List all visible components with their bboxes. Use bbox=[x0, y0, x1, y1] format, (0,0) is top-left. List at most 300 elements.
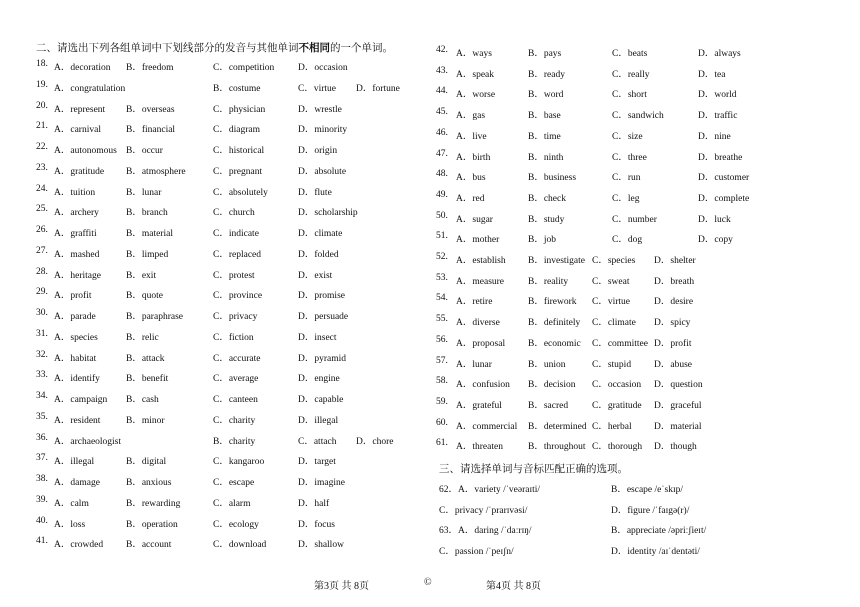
question-number: 20. bbox=[36, 100, 48, 111]
option-word: benefit bbox=[141, 374, 169, 385]
option-letter: B． bbox=[528, 297, 544, 308]
option-c bbox=[592, 356, 631, 370]
option-word: autonomous bbox=[70, 146, 117, 156]
option-letter: C． bbox=[213, 395, 229, 405]
option-letter: B． bbox=[528, 400, 544, 411]
option-c bbox=[213, 246, 261, 260]
option-word: folded bbox=[314, 249, 339, 260]
option-d bbox=[298, 350, 346, 364]
option-letter: C． bbox=[213, 187, 229, 198]
option-a bbox=[54, 225, 97, 239]
option-letter: A． bbox=[54, 519, 71, 530]
option-word: sacred bbox=[543, 400, 569, 411]
option-word: diagram bbox=[228, 125, 260, 136]
question-number: 57. bbox=[436, 355, 448, 366]
question-number: 39. bbox=[36, 494, 48, 505]
option-letter: B． bbox=[528, 69, 544, 80]
option-word: economic bbox=[543, 338, 581, 349]
option-c bbox=[213, 329, 254, 343]
option-b bbox=[528, 149, 563, 163]
option-word: anxious bbox=[141, 478, 172, 488]
option-letter: C． bbox=[213, 146, 229, 156]
option-word: red bbox=[472, 193, 485, 204]
option-b bbox=[126, 412, 165, 426]
option-d bbox=[356, 433, 393, 447]
option-word: occur bbox=[141, 146, 163, 156]
option-letter: B． bbox=[528, 152, 544, 163]
option-word: short bbox=[627, 90, 647, 101]
question-number: 47. bbox=[436, 148, 448, 159]
option-word: though bbox=[670, 442, 697, 453]
option-letter: B． bbox=[126, 125, 142, 136]
option-letter: A． bbox=[54, 415, 71, 426]
option-c bbox=[298, 80, 336, 94]
option-b bbox=[126, 184, 161, 198]
option-letter: D． bbox=[356, 83, 373, 94]
option-letter: C． bbox=[213, 166, 229, 177]
option-word: charity bbox=[228, 436, 256, 447]
option-word: measure bbox=[472, 276, 505, 287]
option-word: damage bbox=[70, 478, 100, 488]
option-c bbox=[213, 474, 254, 488]
option-letter: A． bbox=[456, 256, 473, 266]
question-number: 48. bbox=[436, 169, 448, 180]
option-letter: B． bbox=[126, 457, 142, 468]
option-word: throughout bbox=[543, 442, 586, 453]
option-b bbox=[126, 163, 186, 177]
question-number: 51. bbox=[436, 231, 448, 242]
option-letter: B． bbox=[528, 276, 544, 287]
option-word: threaten bbox=[472, 442, 503, 453]
option-letter: B． bbox=[126, 63, 142, 73]
option-letter: B． bbox=[126, 332, 142, 343]
option-d bbox=[298, 184, 332, 198]
match-option-left: C．passion /ˈpeɪʃn/ bbox=[439, 547, 514, 558]
option-a bbox=[456, 66, 494, 80]
option-c bbox=[213, 267, 255, 281]
option-word: thorough bbox=[607, 442, 643, 453]
option-letter: B． bbox=[528, 359, 544, 370]
option-d bbox=[298, 121, 347, 135]
option-word: really bbox=[627, 69, 650, 80]
question-number: 46. bbox=[436, 127, 448, 138]
option-word: study bbox=[543, 214, 565, 225]
option-word: union bbox=[543, 359, 566, 370]
option-word: sugar bbox=[472, 214, 493, 225]
option-d bbox=[654, 252, 696, 266]
option-letter: B． bbox=[528, 193, 544, 204]
option-word: beats bbox=[627, 49, 648, 59]
option-word: indicate bbox=[228, 229, 259, 239]
option-letter: C． bbox=[612, 173, 628, 184]
option-b bbox=[126, 287, 163, 301]
option-letter: A． bbox=[456, 380, 473, 391]
option-word: graceful bbox=[670, 400, 702, 411]
option-word: time bbox=[543, 131, 561, 142]
option-c bbox=[213, 204, 255, 218]
option-d bbox=[298, 495, 329, 509]
option-d bbox=[298, 225, 342, 239]
option-word: proposal bbox=[472, 338, 506, 349]
question-number: 49. bbox=[436, 189, 448, 200]
option-b bbox=[528, 107, 561, 121]
option-word: stupid bbox=[607, 359, 632, 370]
option-a bbox=[456, 190, 485, 204]
option-word: exist bbox=[314, 270, 333, 281]
option-letter: C． bbox=[213, 540, 229, 551]
option-a bbox=[456, 45, 492, 59]
option-word: represent bbox=[70, 104, 106, 115]
option-c bbox=[612, 231, 642, 245]
option-a bbox=[54, 142, 117, 156]
question-number: 56. bbox=[436, 334, 448, 345]
question-number: 31. bbox=[36, 328, 48, 339]
option-b bbox=[528, 211, 564, 225]
option-letter: A． bbox=[456, 214, 473, 225]
question-number: 22. bbox=[36, 142, 48, 152]
option-a bbox=[54, 433, 121, 447]
option-word: customer bbox=[714, 173, 750, 184]
question-number: 18. bbox=[36, 59, 48, 69]
option-a bbox=[456, 376, 510, 390]
option-b bbox=[126, 350, 165, 364]
option-letter: D． bbox=[298, 374, 315, 385]
option-c bbox=[213, 142, 264, 156]
question-number: 52. bbox=[436, 252, 448, 262]
option-letter: C． bbox=[592, 359, 608, 370]
option-letter: C． bbox=[592, 276, 608, 287]
option-word: establish bbox=[472, 256, 506, 266]
option-word: flute bbox=[314, 187, 332, 198]
option-d bbox=[654, 376, 703, 390]
option-word: investigate bbox=[543, 256, 585, 266]
option-letter: D． bbox=[698, 193, 715, 204]
option-letter: C． bbox=[612, 90, 628, 101]
option-word: mashed bbox=[70, 249, 100, 260]
option-letter: A． bbox=[54, 291, 71, 302]
option-c bbox=[213, 59, 274, 73]
option-letter: B． bbox=[126, 249, 142, 260]
option-a bbox=[54, 391, 107, 405]
option-letter: B． bbox=[126, 519, 142, 530]
option-c bbox=[213, 453, 264, 467]
option-d bbox=[654, 356, 692, 370]
option-word: diverse bbox=[472, 318, 500, 329]
option-a bbox=[456, 128, 487, 142]
option-word: engine bbox=[314, 374, 340, 385]
option-letter: A． bbox=[54, 540, 71, 551]
option-letter: A． bbox=[54, 498, 71, 509]
option-d bbox=[356, 80, 400, 94]
option-letter: A． bbox=[456, 318, 473, 329]
option-word: sweat bbox=[607, 276, 630, 287]
option-letter: B． bbox=[528, 421, 544, 432]
option-c bbox=[612, 86, 647, 100]
option-letter: D． bbox=[654, 442, 671, 453]
option-letter: C． bbox=[213, 374, 229, 385]
question-number: 19. bbox=[36, 79, 48, 90]
option-b bbox=[213, 433, 255, 447]
option-c bbox=[592, 335, 648, 349]
option-b bbox=[126, 121, 175, 135]
option-a bbox=[54, 204, 99, 218]
option-letter: B． bbox=[126, 498, 142, 509]
option-word: size bbox=[627, 131, 643, 142]
option-d bbox=[698, 45, 741, 59]
option-c bbox=[612, 190, 639, 204]
option-letter: A． bbox=[54, 436, 71, 447]
option-word: material bbox=[670, 421, 702, 432]
option-b bbox=[126, 495, 180, 509]
option-word: base bbox=[543, 111, 561, 122]
option-word: desire bbox=[670, 297, 694, 308]
option-letter: B． bbox=[213, 436, 229, 447]
option-word: wrestle bbox=[314, 104, 342, 115]
question-number: 24. bbox=[36, 183, 48, 194]
question-number: 29. bbox=[36, 287, 48, 298]
option-letter: D． bbox=[298, 208, 315, 219]
option-word: gratitude bbox=[607, 400, 642, 411]
option-word: pregnant bbox=[228, 166, 263, 177]
option-a bbox=[54, 350, 96, 364]
option-word: occasion bbox=[314, 63, 348, 73]
option-letter: C． bbox=[213, 63, 229, 73]
option-b bbox=[126, 308, 183, 322]
option-d bbox=[298, 391, 343, 405]
option-word: exit bbox=[141, 270, 157, 281]
option-word: target bbox=[314, 457, 336, 468]
option-letter: D． bbox=[698, 235, 715, 246]
option-word: three bbox=[627, 152, 647, 163]
option-d bbox=[298, 204, 358, 218]
option-word: graffiti bbox=[70, 229, 97, 239]
option-word: limped bbox=[141, 249, 169, 260]
option-a bbox=[54, 495, 89, 509]
option-b bbox=[528, 45, 561, 59]
option-b bbox=[528, 273, 568, 287]
option-d bbox=[298, 267, 332, 281]
option-word: church bbox=[228, 208, 255, 219]
option-word: campaign bbox=[70, 395, 108, 405]
option-letter: A． bbox=[54, 457, 71, 468]
option-d bbox=[298, 516, 335, 530]
option-letter: C． bbox=[213, 229, 229, 239]
option-b bbox=[126, 391, 159, 405]
question-number: 21. bbox=[36, 121, 48, 132]
option-word: fortune bbox=[372, 83, 400, 94]
option-d bbox=[298, 101, 342, 115]
option-a bbox=[456, 231, 499, 245]
option-word: congratulation bbox=[70, 83, 126, 94]
option-letter: A． bbox=[456, 276, 473, 287]
option-letter: C． bbox=[213, 291, 229, 302]
option-word: climate bbox=[314, 229, 343, 239]
option-word: imagine bbox=[314, 478, 345, 488]
option-b bbox=[528, 397, 568, 411]
option-letter: C． bbox=[612, 214, 628, 225]
option-b bbox=[528, 252, 585, 266]
question-number: 44. bbox=[436, 86, 448, 97]
option-letter: B． bbox=[126, 395, 142, 405]
option-letter: A． bbox=[54, 374, 71, 385]
option-word: determined bbox=[543, 421, 587, 432]
option-a bbox=[456, 335, 505, 349]
option-letter: B． bbox=[126, 374, 142, 385]
option-letter: A． bbox=[54, 478, 71, 488]
option-letter: C． bbox=[612, 235, 628, 246]
option-a bbox=[54, 101, 105, 115]
option-a bbox=[456, 86, 495, 100]
option-d bbox=[654, 273, 694, 287]
option-word: complete bbox=[714, 193, 750, 204]
option-letter: B． bbox=[528, 380, 544, 391]
option-a bbox=[54, 516, 85, 530]
option-letter: B． bbox=[213, 83, 229, 94]
option-c bbox=[213, 225, 259, 239]
option-letter: D． bbox=[298, 540, 315, 551]
option-word: business bbox=[543, 173, 577, 184]
option-d bbox=[298, 59, 348, 73]
option-d bbox=[298, 246, 339, 260]
option-b bbox=[126, 536, 171, 550]
option-d bbox=[298, 287, 345, 301]
option-word: attach bbox=[313, 436, 337, 447]
option-a bbox=[54, 246, 99, 260]
option-a bbox=[54, 59, 110, 73]
question-number: 58. bbox=[436, 376, 448, 387]
option-c bbox=[213, 516, 259, 530]
option-word: firework bbox=[543, 297, 577, 308]
option-a bbox=[54, 163, 104, 177]
option-a bbox=[456, 273, 504, 287]
option-word: loss bbox=[70, 519, 86, 530]
option-word: promise bbox=[314, 291, 345, 302]
option-word: commercial bbox=[472, 421, 518, 432]
option-letter: A． bbox=[456, 400, 473, 411]
question-number: 25. bbox=[36, 204, 48, 215]
section-two-heading: 二、请选出下列各组单词中下划线部分的发音与其他单词不相同的一个单词。 bbox=[36, 43, 393, 54]
option-letter: B． bbox=[126, 353, 142, 364]
option-letter: A． bbox=[54, 395, 71, 405]
option-d bbox=[654, 418, 702, 432]
option-word: focus bbox=[314, 519, 335, 530]
option-letter: C． bbox=[592, 442, 608, 453]
option-b bbox=[528, 314, 580, 328]
option-word: download bbox=[228, 540, 267, 551]
option-letter: B． bbox=[528, 173, 544, 184]
option-letter: A． bbox=[54, 187, 71, 198]
option-letter: A． bbox=[456, 421, 473, 432]
question-number: 28. bbox=[36, 266, 48, 277]
option-word: paraphrase bbox=[141, 312, 183, 322]
option-word: material bbox=[141, 229, 173, 239]
option-word: calm bbox=[70, 498, 89, 509]
option-word: speak bbox=[472, 69, 495, 80]
option-d bbox=[654, 335, 691, 349]
option-word: canteen bbox=[228, 395, 258, 405]
option-a bbox=[456, 107, 485, 121]
option-letter: C． bbox=[213, 312, 229, 322]
option-c bbox=[612, 149, 647, 163]
option-c bbox=[612, 211, 657, 225]
option-word: gas bbox=[472, 111, 486, 122]
option-letter: A． bbox=[456, 193, 473, 204]
option-word: escape bbox=[228, 478, 255, 488]
option-c bbox=[612, 128, 643, 142]
option-b bbox=[126, 59, 174, 73]
option-word: word bbox=[543, 90, 564, 101]
option-d bbox=[698, 107, 737, 121]
option-word: breath bbox=[670, 276, 695, 287]
option-a bbox=[456, 149, 490, 163]
option-a bbox=[54, 121, 101, 135]
option-d bbox=[298, 308, 348, 322]
option-letter: C． bbox=[213, 519, 229, 530]
option-d bbox=[298, 474, 345, 488]
option-letter: D． bbox=[654, 421, 671, 432]
option-c bbox=[612, 66, 649, 80]
option-c bbox=[213, 163, 262, 177]
option-word: decision bbox=[543, 380, 576, 391]
question-number: 45. bbox=[436, 107, 448, 118]
option-word: historical bbox=[228, 146, 265, 156]
question-number: 43. bbox=[436, 65, 448, 76]
option-word: world bbox=[714, 90, 737, 101]
option-b bbox=[126, 142, 163, 156]
option-c bbox=[592, 418, 632, 432]
option-c bbox=[213, 536, 266, 550]
option-word: nine bbox=[714, 131, 731, 142]
option-letter: A． bbox=[54, 146, 71, 156]
option-word: lunar bbox=[472, 359, 492, 370]
option-word: replaced bbox=[228, 249, 262, 260]
option-letter: A． bbox=[54, 353, 71, 364]
option-word: branch bbox=[141, 208, 168, 219]
option-letter: C． bbox=[592, 256, 608, 266]
option-d bbox=[654, 397, 702, 411]
option-word: run bbox=[627, 173, 641, 184]
option-letter: A． bbox=[456, 69, 473, 80]
option-a bbox=[54, 370, 100, 384]
option-word: birth bbox=[472, 152, 491, 163]
option-d bbox=[654, 438, 697, 452]
option-a bbox=[54, 308, 96, 322]
option-letter: D． bbox=[298, 353, 315, 364]
option-word: check bbox=[543, 193, 566, 204]
option-a bbox=[54, 453, 94, 467]
option-word: charity bbox=[228, 415, 256, 426]
option-a bbox=[456, 438, 503, 452]
option-b bbox=[126, 225, 173, 239]
option-word: copy bbox=[714, 235, 733, 246]
option-letter: C． bbox=[213, 249, 229, 260]
option-word: parade bbox=[70, 312, 96, 322]
option-d bbox=[698, 86, 737, 100]
option-letter: C． bbox=[213, 478, 229, 488]
option-word: financial bbox=[141, 125, 176, 136]
option-letter: D． bbox=[698, 173, 715, 184]
option-word: dog bbox=[627, 235, 643, 246]
question-number: 59. bbox=[436, 396, 448, 407]
question-number: 54. bbox=[436, 293, 448, 304]
option-word: herbal bbox=[607, 421, 632, 432]
option-word: accurate bbox=[228, 353, 261, 364]
match-option-right: B．escape /eˈskɪp/ bbox=[611, 485, 684, 495]
option-letter: D． bbox=[654, 400, 671, 411]
option-word: leg bbox=[627, 193, 640, 204]
option-word: profit bbox=[670, 338, 692, 349]
option-d bbox=[298, 329, 337, 343]
